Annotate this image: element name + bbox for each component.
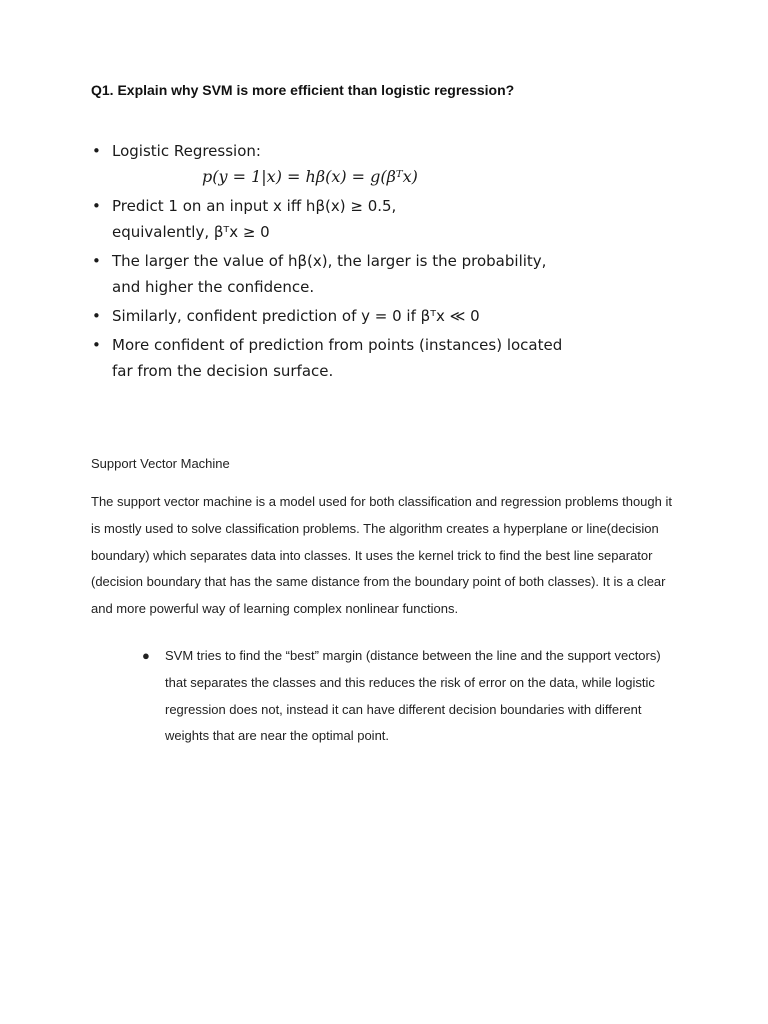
bullet-dot: • <box>92 252 101 270</box>
logistic-formula: p(y = 1|x) = hβ(x) = g(βᵀx) <box>202 167 418 186</box>
slide-bullet-text: Logistic Regression: <box>112 142 261 160</box>
question-heading: Q1. Explain why SVM is more efficient than logistic regression? <box>91 82 515 98</box>
slide-bullet-continuation: and higher the confidence. <box>112 278 315 296</box>
slide-bullet-list <box>92 138 562 387</box>
slide-bullet-item <box>92 303 562 329</box>
slide-bullet-text: The larger the value of hβ(x), the larger is the probability, <box>112 252 547 270</box>
bullet-dot: ● <box>142 648 150 663</box>
section-heading: Support Vector Machine <box>91 456 230 471</box>
slide-bullet-continuation: far from the decision surface. <box>112 362 334 380</box>
slide-bullet-item <box>92 248 562 300</box>
bullet-dot: • <box>92 142 101 160</box>
slide-bullet-text: Predict 1 on an input x iff hβ(x) ≥ 0.5, <box>112 197 397 215</box>
slide-bullet-item <box>92 193 562 245</box>
svm-paragraph: The support vector machine is a model used for both classification and regression problems though it is mostly used to solve classification problems. The algorithm creates a hyperplane or line(decision boundary) which separates data into classes. It uses the kernel trick to find the best line separator (decision boundary that has the same distance from the boundary point of both classes). It is a clear and more powerful way of learning complex nonlinear functions. <box>91 494 672 617</box>
bullet-dot: • <box>92 307 101 325</box>
bullet-dot: • <box>92 336 101 354</box>
slide-bullet-item <box>92 138 562 190</box>
slide-bullet-text: More confident of prediction from points (instances) located <box>112 336 563 354</box>
slide-bullet-text: Similarly, confident prediction of y = 0 if βᵀx ≪ 0 <box>112 307 480 325</box>
slide-bullet-item <box>92 332 562 384</box>
bullet-dot: • <box>92 197 101 215</box>
svm-bullet-list <box>142 643 682 750</box>
svm-bullet-item <box>142 643 682 750</box>
slide-bullet-continuation: equivalently, βᵀx ≥ 0 <box>112 223 270 241</box>
svm-bullet-text: SVM tries to find the “best” margin (distance between the line and the support vectors) that separates the classes and this reduces the risk of error on the data, while logistic regression does not, instead it can have different decision boundaries with different weights that are near the optimal point. <box>165 648 661 744</box>
